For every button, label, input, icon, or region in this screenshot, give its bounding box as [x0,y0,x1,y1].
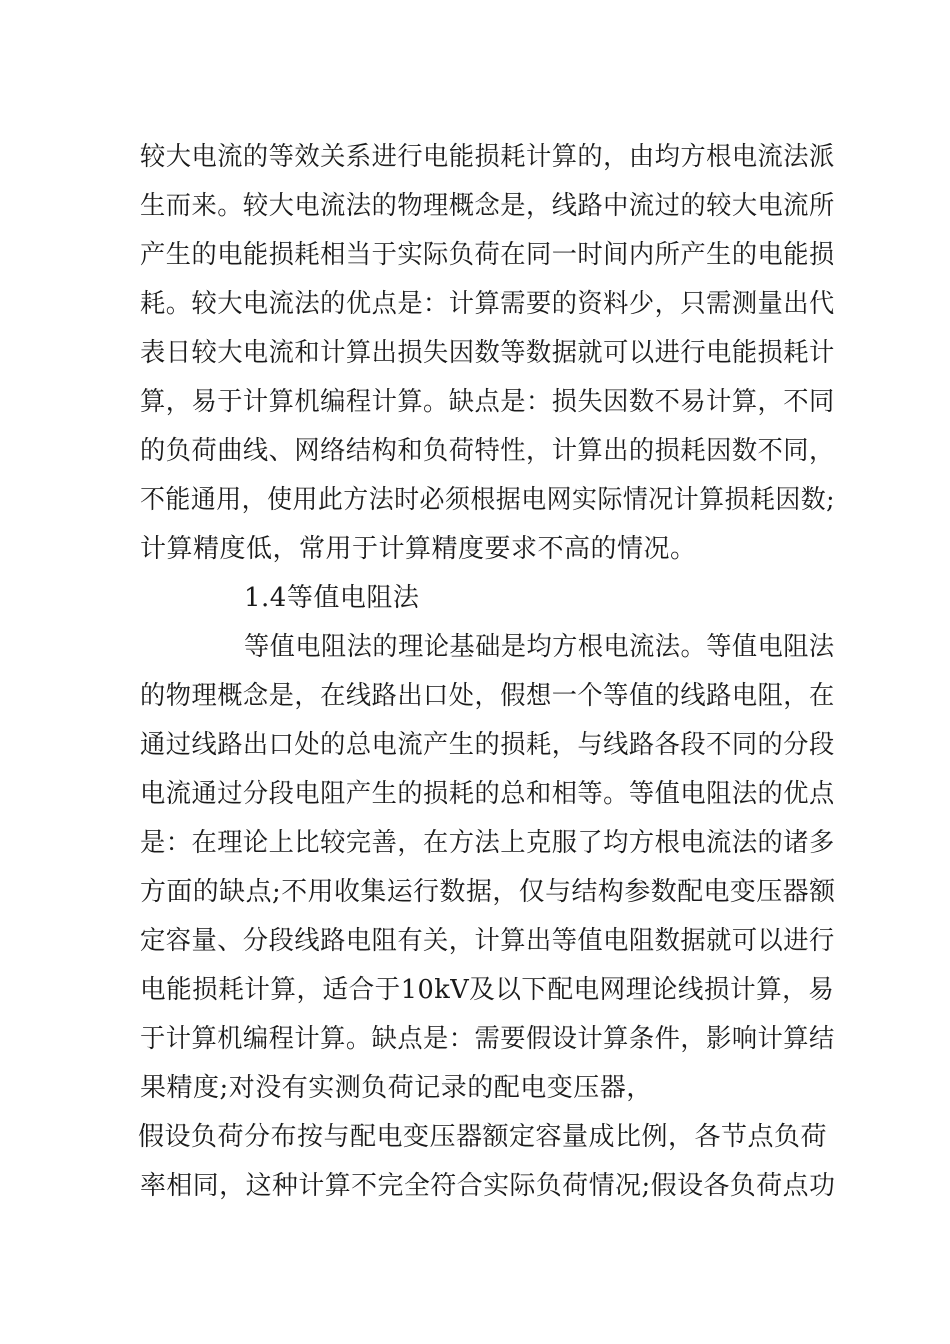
text-line-4: 耗。较大电流法的优点是：计算需要的资料少，只需测量出代 [140,289,835,319]
text-line-5: 表日较大电流和计算出损失因数等数据就可以进行电能损耗计 [140,338,835,368]
text-line-17: 电能损耗计算，适合于10kV及以下配电网理论线损计算，易 [140,975,835,1005]
text-line-16: 定容量、分段线路电阻有关，计算出等值电阻数据就可以进行 [140,926,835,956]
text-line-1: 较大电流的等效关系进行电能损耗计算的，由均方根电流法派 [140,142,835,172]
text-line-20: 假设负荷分布按与配电变压器额定容量成比例，各节点负荷 [138,1122,828,1152]
paragraph-first-line: 等值电阻法的理论基础是均方根电流法。等值电阻法 [244,632,835,662]
text-line-9: 计算精度低，常用于计算精度要求不高的情况。 [140,534,697,564]
text-line-11: 的物理概念是，在线路出口处，假想一个等值的线路电阻，在 [140,681,835,711]
text-line-6: 算，易于计算机编程计算。缺点是：损失因数不易计算，不同 [140,387,835,417]
text-line-13: 电流通过分段电阻产生的损耗的总和相等。等值电阻法的优点 [140,779,835,809]
text-line-2: 生而来。较大电流法的物理概念是，线路中流过的较大电流所 [140,191,835,221]
text-line-12: 通过线路出口处的总电流产生的损耗，与线路各段不同的分段 [140,730,835,760]
section-heading: 1.4等值电阻法 [244,583,420,613]
text-line-18: 于计算机编程计算。缺点是：需要假设计算条件，影响计算结 [140,1024,835,1054]
text-line-3: 产生的电能损耗相当于实际负荷在同一时间内所产生的电能损 [140,240,835,270]
text-line-8: 不能通用，使用此方法时必须根据电网实际情况计算损耗因数; [140,485,836,515]
text-line-19: 果精度;对没有实测负荷记录的配电变压器， [140,1073,653,1103]
text-line-15: 方面的缺点;不用收集运行数据，仅与结构参数配电变压器额 [140,877,836,907]
text-line-7: 的负荷曲线、网络结构和负荷特性，计算出的损耗因数不同， [140,436,835,466]
text-line-14: 是：在理论上比较完善，在方法上克服了均方根电流法的诸多 [140,828,835,858]
text-line-21: 率相同，这种计算不完全符合实际负荷情况;假设各负荷点功 [140,1171,836,1201]
